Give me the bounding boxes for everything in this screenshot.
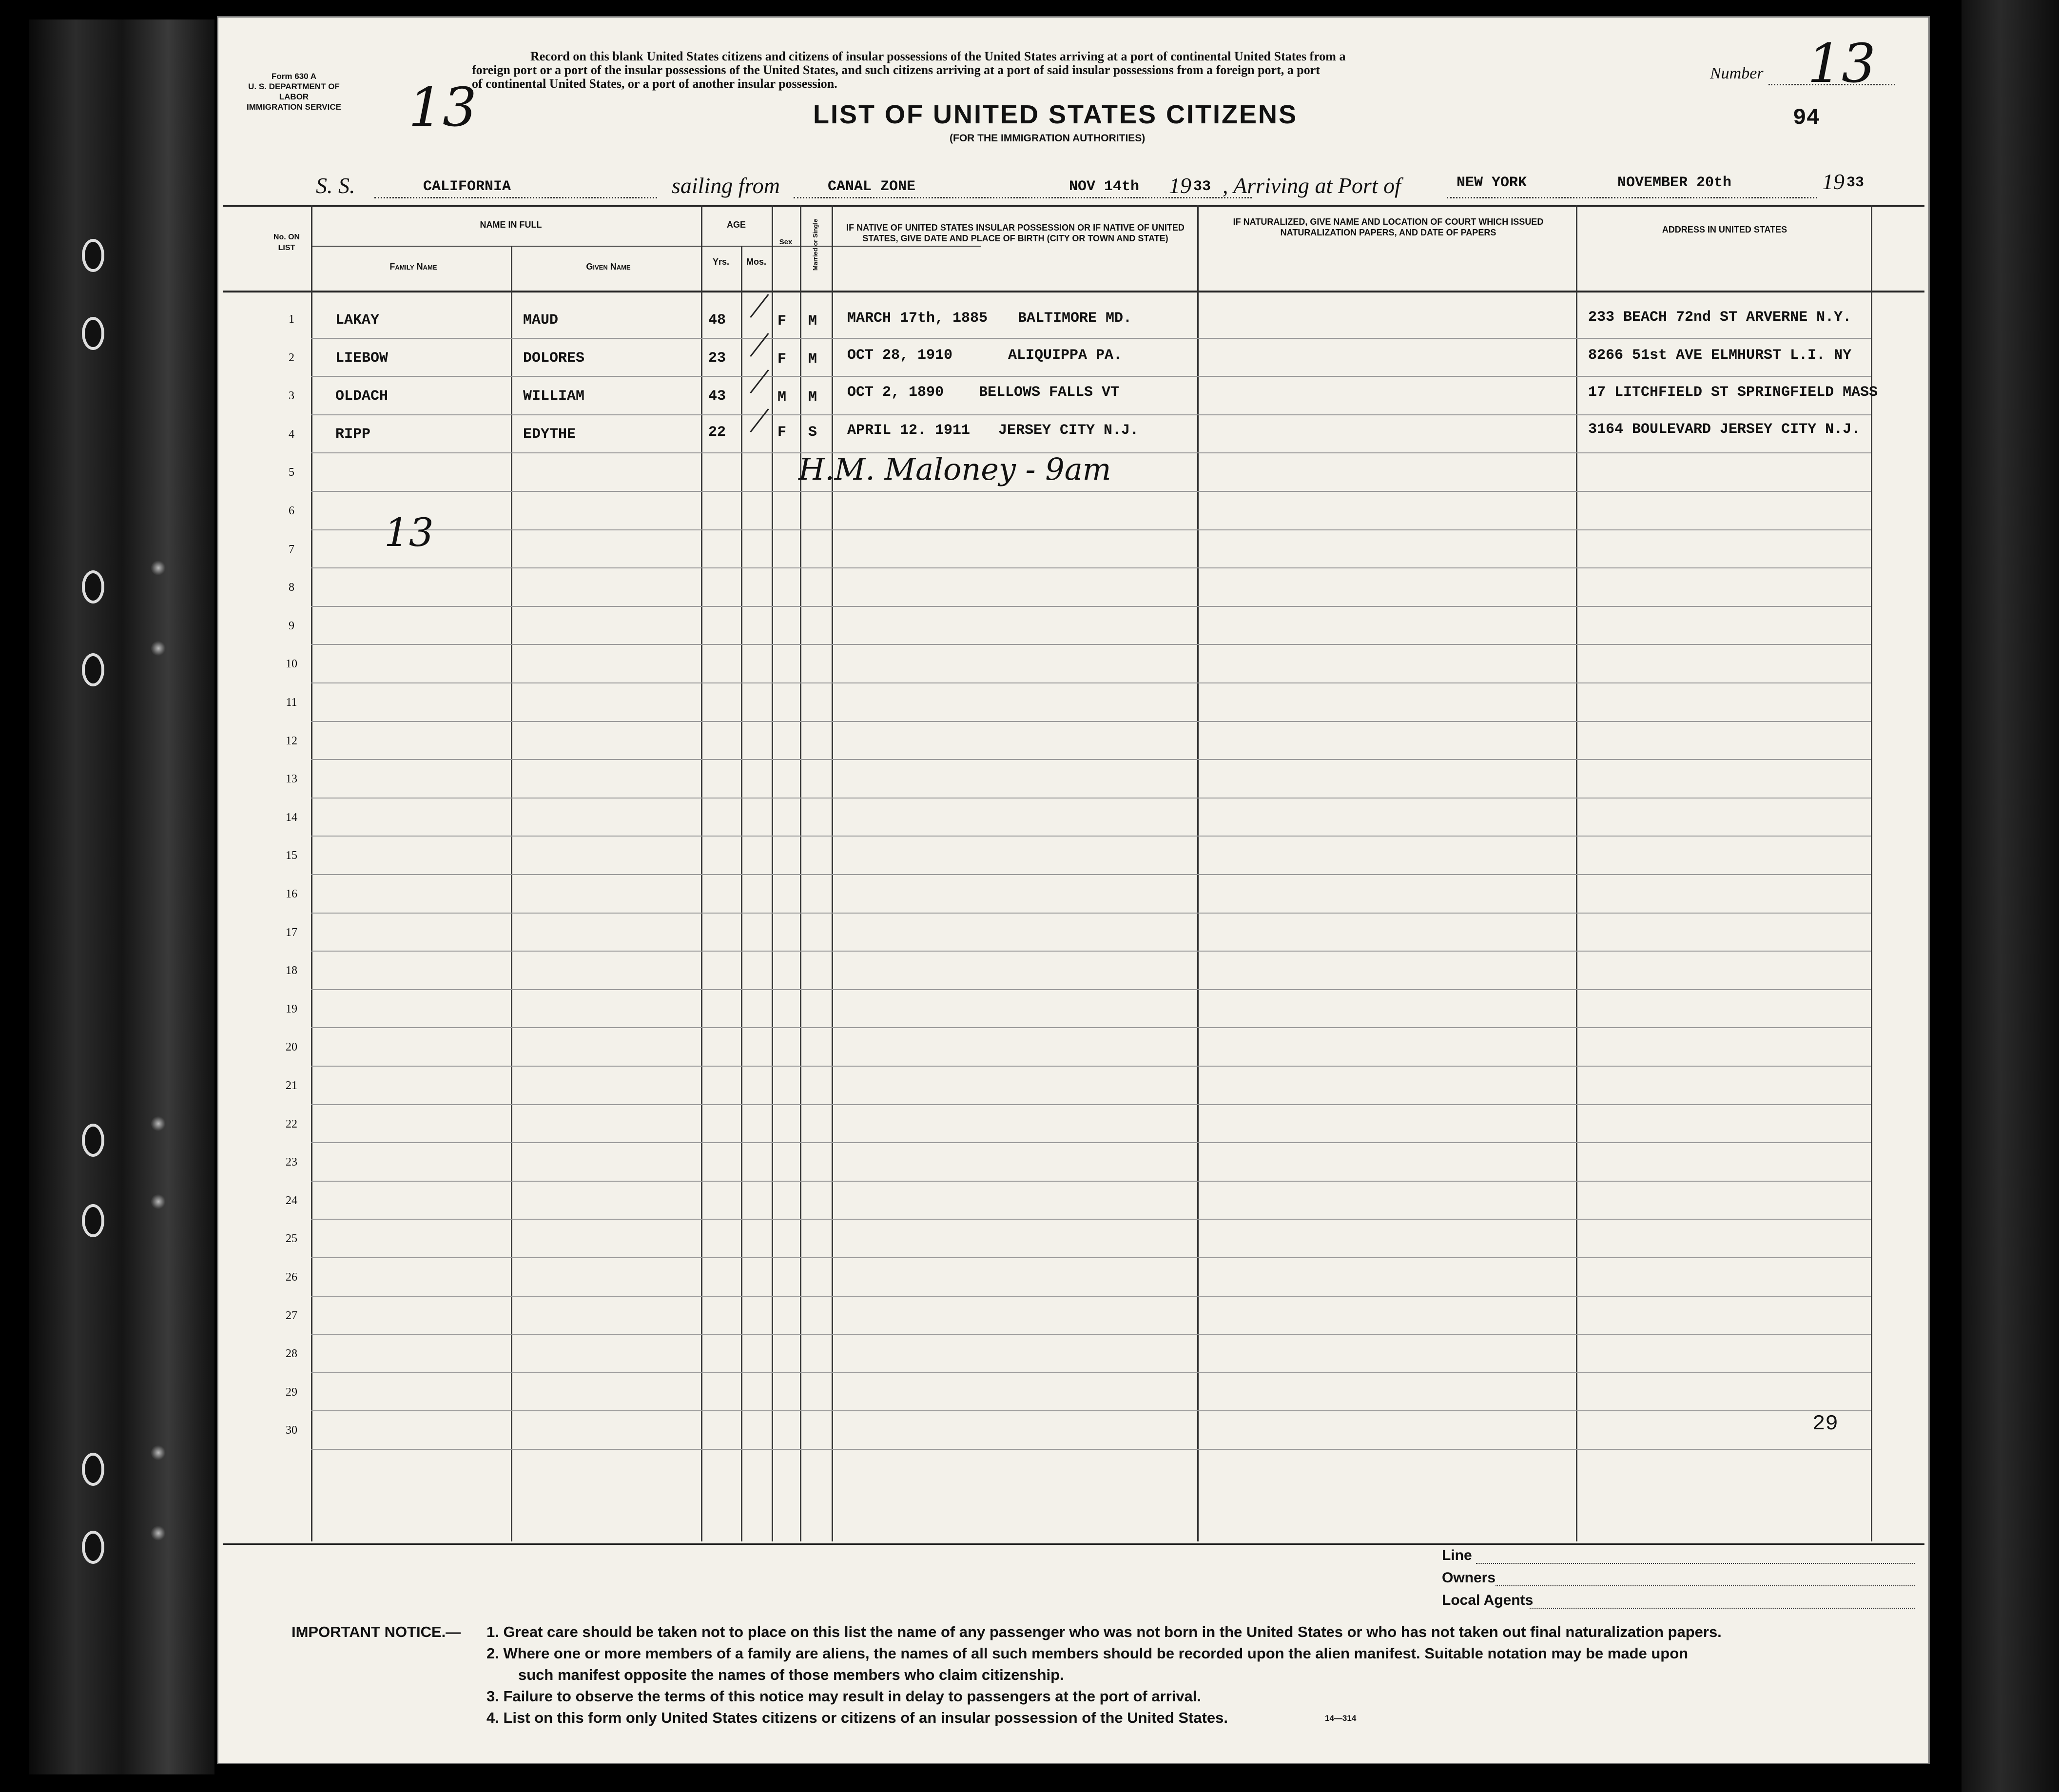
col-divider-no — [311, 205, 312, 1541]
binder-rivet — [151, 1526, 166, 1540]
row-rule — [311, 414, 1871, 415]
header-bottom-rule — [223, 291, 1924, 292]
form-code: 14—314 — [1325, 1714, 1357, 1723]
row-number: 28 — [286, 1347, 297, 1361]
hand-mark-top: 13 — [408, 76, 477, 138]
passenger-2-given: DOLORES — [523, 350, 585, 367]
binder-hole — [82, 653, 104, 686]
header-sex: Sex — [779, 238, 793, 246]
row-number: 6 — [289, 505, 294, 517]
ship-underline — [374, 197, 657, 198]
passenger-4-family: RIPP — [335, 426, 371, 443]
arrival-port: NEW YORK — [1457, 175, 1527, 191]
passenger-1-given: MAUD — [523, 312, 559, 329]
col-divider-yrs — [741, 246, 742, 1541]
notice-1: 1. Great care should be taken not to place on this list the name of any passenger who was not born in the United States or who has not taken out final naturalization papers. — [486, 1623, 1722, 1640]
owners-underline — [1496, 1585, 1915, 1586]
passenger-2-sex: F — [777, 351, 787, 368]
col-divider-naturalized — [1576, 205, 1577, 1541]
row-number: 8 — [289, 581, 294, 594]
row-number: 14 — [286, 811, 297, 824]
row-rule — [311, 606, 1871, 607]
col-divider-family — [511, 246, 512, 1541]
header-naturalized-info: IF NATURALIZED, GIVE NAME AND LOCATION OF COURT WHICH ISSUED NATURALIZATION PAPERS, AND DATE OF PAPERS — [1233, 217, 1544, 237]
line-underline — [1476, 1563, 1915, 1564]
passenger-3-sex: M — [777, 389, 787, 406]
binder-hole — [82, 1204, 104, 1237]
row-rule — [311, 913, 1871, 914]
header-birth-info: IF NATIVE OF UNITED STATES INSULAR POSSESSION OR IF NATIVE OF UNITED STATES, GIVE DATE AND PLACE OF BIRTH (CITY OR TOWN AND STATE) — [846, 223, 1185, 243]
col-divider-sex — [800, 205, 801, 1541]
year-1: 33 — [1193, 178, 1211, 195]
ss-label: S. S. — [316, 173, 355, 198]
row-number: 26 — [286, 1271, 297, 1284]
form-id: Form 630 A — [272, 72, 316, 81]
passenger-4-sex: F — [777, 424, 787, 441]
passenger-3-family: OLDACH — [335, 388, 388, 405]
row-rule — [311, 1066, 1871, 1067]
notice-2-cont: such manifest opposite the names of those members who claim citizenship. — [518, 1666, 1064, 1683]
row-rule — [311, 951, 1871, 952]
binder-hole — [82, 1531, 104, 1564]
row-number: 12 — [286, 734, 297, 747]
row-rule — [311, 529, 1871, 530]
passenger-2-yrs: 23 — [708, 350, 726, 367]
notice-3: 3. Failure to observe the terms of this notice may result in delay to passengers at the port of arrival. — [486, 1688, 1202, 1705]
binder-rivet — [151, 1445, 166, 1460]
row-number: 4 — [289, 428, 294, 441]
row-rule — [311, 1142, 1871, 1143]
header-name-in-full: NAME IN FULL — [480, 220, 542, 230]
passenger-1-address: 233 BEACH 72nd ST ARVERNE N.Y. — [1588, 309, 1852, 326]
passenger-4-given: EDYTHE — [523, 426, 576, 443]
row-number: 17 — [286, 926, 297, 939]
year-prefix-1: 19 — [1169, 173, 1191, 198]
row-number: 10 — [286, 658, 297, 671]
row-rule — [311, 1296, 1871, 1297]
row-number: 25 — [286, 1232, 297, 1246]
year-2: 33 — [1846, 175, 1865, 191]
row-number: 9 — [289, 619, 294, 632]
instruction-line-2: foreign port or a port of the insular possessions of the United States, and such citizens arriving at a port of said insular possessions from a foreign port, a port — [472, 63, 1320, 77]
row-number: 11 — [286, 696, 297, 709]
row-rule — [311, 1104, 1871, 1105]
row-rule — [311, 376, 1871, 377]
number-value: 13 — [1807, 32, 1876, 95]
passenger-4-address: 3164 BOULEVARD JERSEY CITY N.J. — [1588, 421, 1861, 438]
binder-hole — [82, 1124, 104, 1157]
row-rule — [311, 874, 1871, 875]
row-rule — [311, 1027, 1871, 1028]
col-divider-birth — [1197, 205, 1199, 1541]
binder-hole — [82, 239, 104, 272]
binder-hole — [82, 1453, 104, 1486]
from-port: CANAL ZONE — [828, 178, 916, 195]
binder-strip — [29, 19, 214, 1774]
row-rule — [311, 798, 1871, 799]
passenger-3-marital: M — [808, 389, 817, 406]
binder-rivet — [151, 641, 166, 656]
important-notice-title: IMPORTANT NOTICE.— — [291, 1623, 461, 1640]
year-prefix-2: 19 — [1822, 169, 1845, 194]
arriving-label: , Arriving at Port of — [1223, 173, 1401, 198]
handwritten-note: H.M. Maloney - 9am — [798, 451, 1111, 487]
row-rule — [311, 1449, 1871, 1450]
passenger-4-birth-place: JERSEY CITY N.J. — [998, 422, 1139, 439]
agents-underline — [1530, 1608, 1915, 1609]
owners-label: Owners — [1442, 1570, 1496, 1586]
col-divider-age — [772, 205, 773, 1541]
row-number: 13 — [286, 773, 297, 786]
header-mos: Mos. — [746, 257, 766, 267]
page-subtitle: (FOR THE IMMIGRATION AUTHORITIES) — [950, 133, 1146, 144]
row-rule — [311, 682, 1871, 683]
header-no-on-list: No. ON LIST — [273, 233, 300, 252]
manifest-page — [218, 18, 1928, 1763]
page-count: 29 — [1812, 1412, 1838, 1436]
row-rule — [311, 1181, 1871, 1182]
binder-rivet — [151, 1194, 166, 1209]
passenger-3-given: WILLIAM — [523, 388, 585, 405]
header-address: ADDRESS IN UNITED STATES — [1662, 225, 1787, 234]
binder-rivet — [151, 561, 166, 575]
line-label: Line — [1442, 1547, 1472, 1563]
sailing-label: sailing from — [672, 173, 780, 198]
arrival-date: NOVEMBER 20th — [1617, 175, 1732, 191]
notice-4: 4. List on this form only United States citizens or citizens of an insular possession of the United States. — [486, 1709, 1228, 1726]
row-rule — [311, 1410, 1871, 1411]
passenger-2-address: 8266 51st AVE ELMHURST L.I. NY — [1588, 347, 1852, 364]
sheet-number: 94 — [1793, 105, 1820, 131]
instructions — [472, 50, 1837, 91]
row-number: 21 — [286, 1079, 297, 1092]
row-rule — [311, 759, 1871, 760]
header-married-or-single: Married or Single — [812, 218, 819, 271]
row-number: 23 — [286, 1156, 297, 1169]
passenger-1-birth-date: MARCH 17th, 1885 — [847, 310, 988, 327]
row-rule — [311, 1219, 1871, 1220]
right-edge-shadow — [1962, 0, 2059, 1792]
page-title: LIST OF UNITED STATES CITIZENS — [813, 100, 1298, 129]
col-divider-marital — [832, 205, 833, 1541]
passenger-4-yrs: 22 — [708, 424, 726, 441]
col-divider-given — [701, 205, 702, 1541]
passenger-3-birth-place: BELLOWS FALLS VT — [979, 384, 1120, 401]
passenger-3-birth-date: OCT 2, 1890 — [847, 384, 944, 401]
row-number: 5 — [289, 466, 294, 479]
row-rule — [311, 1334, 1871, 1335]
col-divider-address — [1871, 205, 1872, 1541]
header-yrs: Yrs. — [712, 257, 730, 267]
department: U. S. DEPARTMENT OF LABOR — [248, 82, 340, 101]
row-rule — [311, 1372, 1871, 1373]
row-rule — [311, 644, 1871, 645]
hand-mark-mid: 13 — [384, 510, 434, 555]
row-number: 27 — [286, 1309, 297, 1322]
passenger-1-yrs: 48 — [708, 312, 726, 329]
passenger-3-address: 17 LITCHFIELD ST SPRINGFIELD MASS — [1588, 384, 1878, 401]
row-number: 22 — [286, 1117, 297, 1130]
row-rule — [311, 338, 1871, 339]
passenger-2-marital: M — [808, 351, 817, 368]
arrival-underline — [1447, 197, 1817, 198]
depart-underline — [1057, 197, 1164, 198]
row-number: 29 — [286, 1385, 297, 1399]
row-number: 16 — [286, 888, 297, 900]
passenger-1-sex: F — [777, 313, 787, 330]
header-given-name: Given Name — [586, 262, 631, 272]
row-rule — [311, 721, 1871, 722]
row-number: 20 — [286, 1041, 297, 1054]
passenger-4-birth-date: APRIL 12. 1911 — [847, 422, 971, 439]
form-id-block — [238, 71, 350, 112]
row-number: 15 — [286, 849, 297, 862]
depart-date: NOV 14th — [1069, 178, 1140, 195]
passenger-2-family: LIEBOW — [335, 350, 388, 367]
instruction-line-3: of continental United States, or a port of another insular possession. — [472, 77, 837, 91]
row-number: 3 — [289, 390, 294, 403]
service: IMMIGRATION SERVICE — [247, 102, 341, 112]
row-rule — [311, 989, 1871, 990]
passenger-1-birth-place: BALTIMORE MD. — [1018, 310, 1132, 327]
row-number: 30 — [286, 1424, 297, 1437]
passenger-1-marital: M — [808, 313, 817, 330]
row-rule — [311, 567, 1871, 568]
row-number: 18 — [286, 964, 297, 977]
ship-name: CALIFORNIA — [423, 178, 511, 195]
passenger-2-birth-place: ALIQUIPPA PA. — [1008, 347, 1123, 364]
row-rule — [311, 491, 1871, 492]
passenger-4-marital: S — [808, 424, 817, 441]
row-number: 24 — [286, 1194, 297, 1207]
row-rule — [311, 1257, 1871, 1258]
number-label: Number — [1710, 64, 1764, 82]
passenger-1-family: LAKAY — [335, 312, 380, 329]
row-number: 2 — [289, 351, 294, 364]
name-subheader-rule — [311, 246, 981, 247]
notice-2: 2. Where one or more members of a family are aliens, the names of all such members should be recorded upon the alien manifest. Suitable notation may be made upon — [486, 1645, 1689, 1662]
header-family-name: Family Name — [389, 262, 437, 272]
passenger-2-birth-date: OCT 28, 1910 — [847, 347, 953, 364]
passenger-3-yrs: 43 — [708, 388, 726, 405]
agents-label: Local Agents — [1442, 1592, 1534, 1608]
header-age: AGE — [726, 220, 746, 230]
binder-hole — [82, 570, 104, 604]
row-number: 7 — [289, 543, 294, 556]
row-number: 19 — [286, 1002, 297, 1015]
binder-hole — [82, 317, 104, 350]
row-rule — [311, 836, 1871, 837]
binder-rivet — [151, 1116, 166, 1131]
instruction-line-1: Record on this blank United States citizens and citizens of insular possessions of the United States arriving at a port of continental United States from a — [530, 49, 1346, 63]
row-number: 1 — [289, 313, 294, 326]
